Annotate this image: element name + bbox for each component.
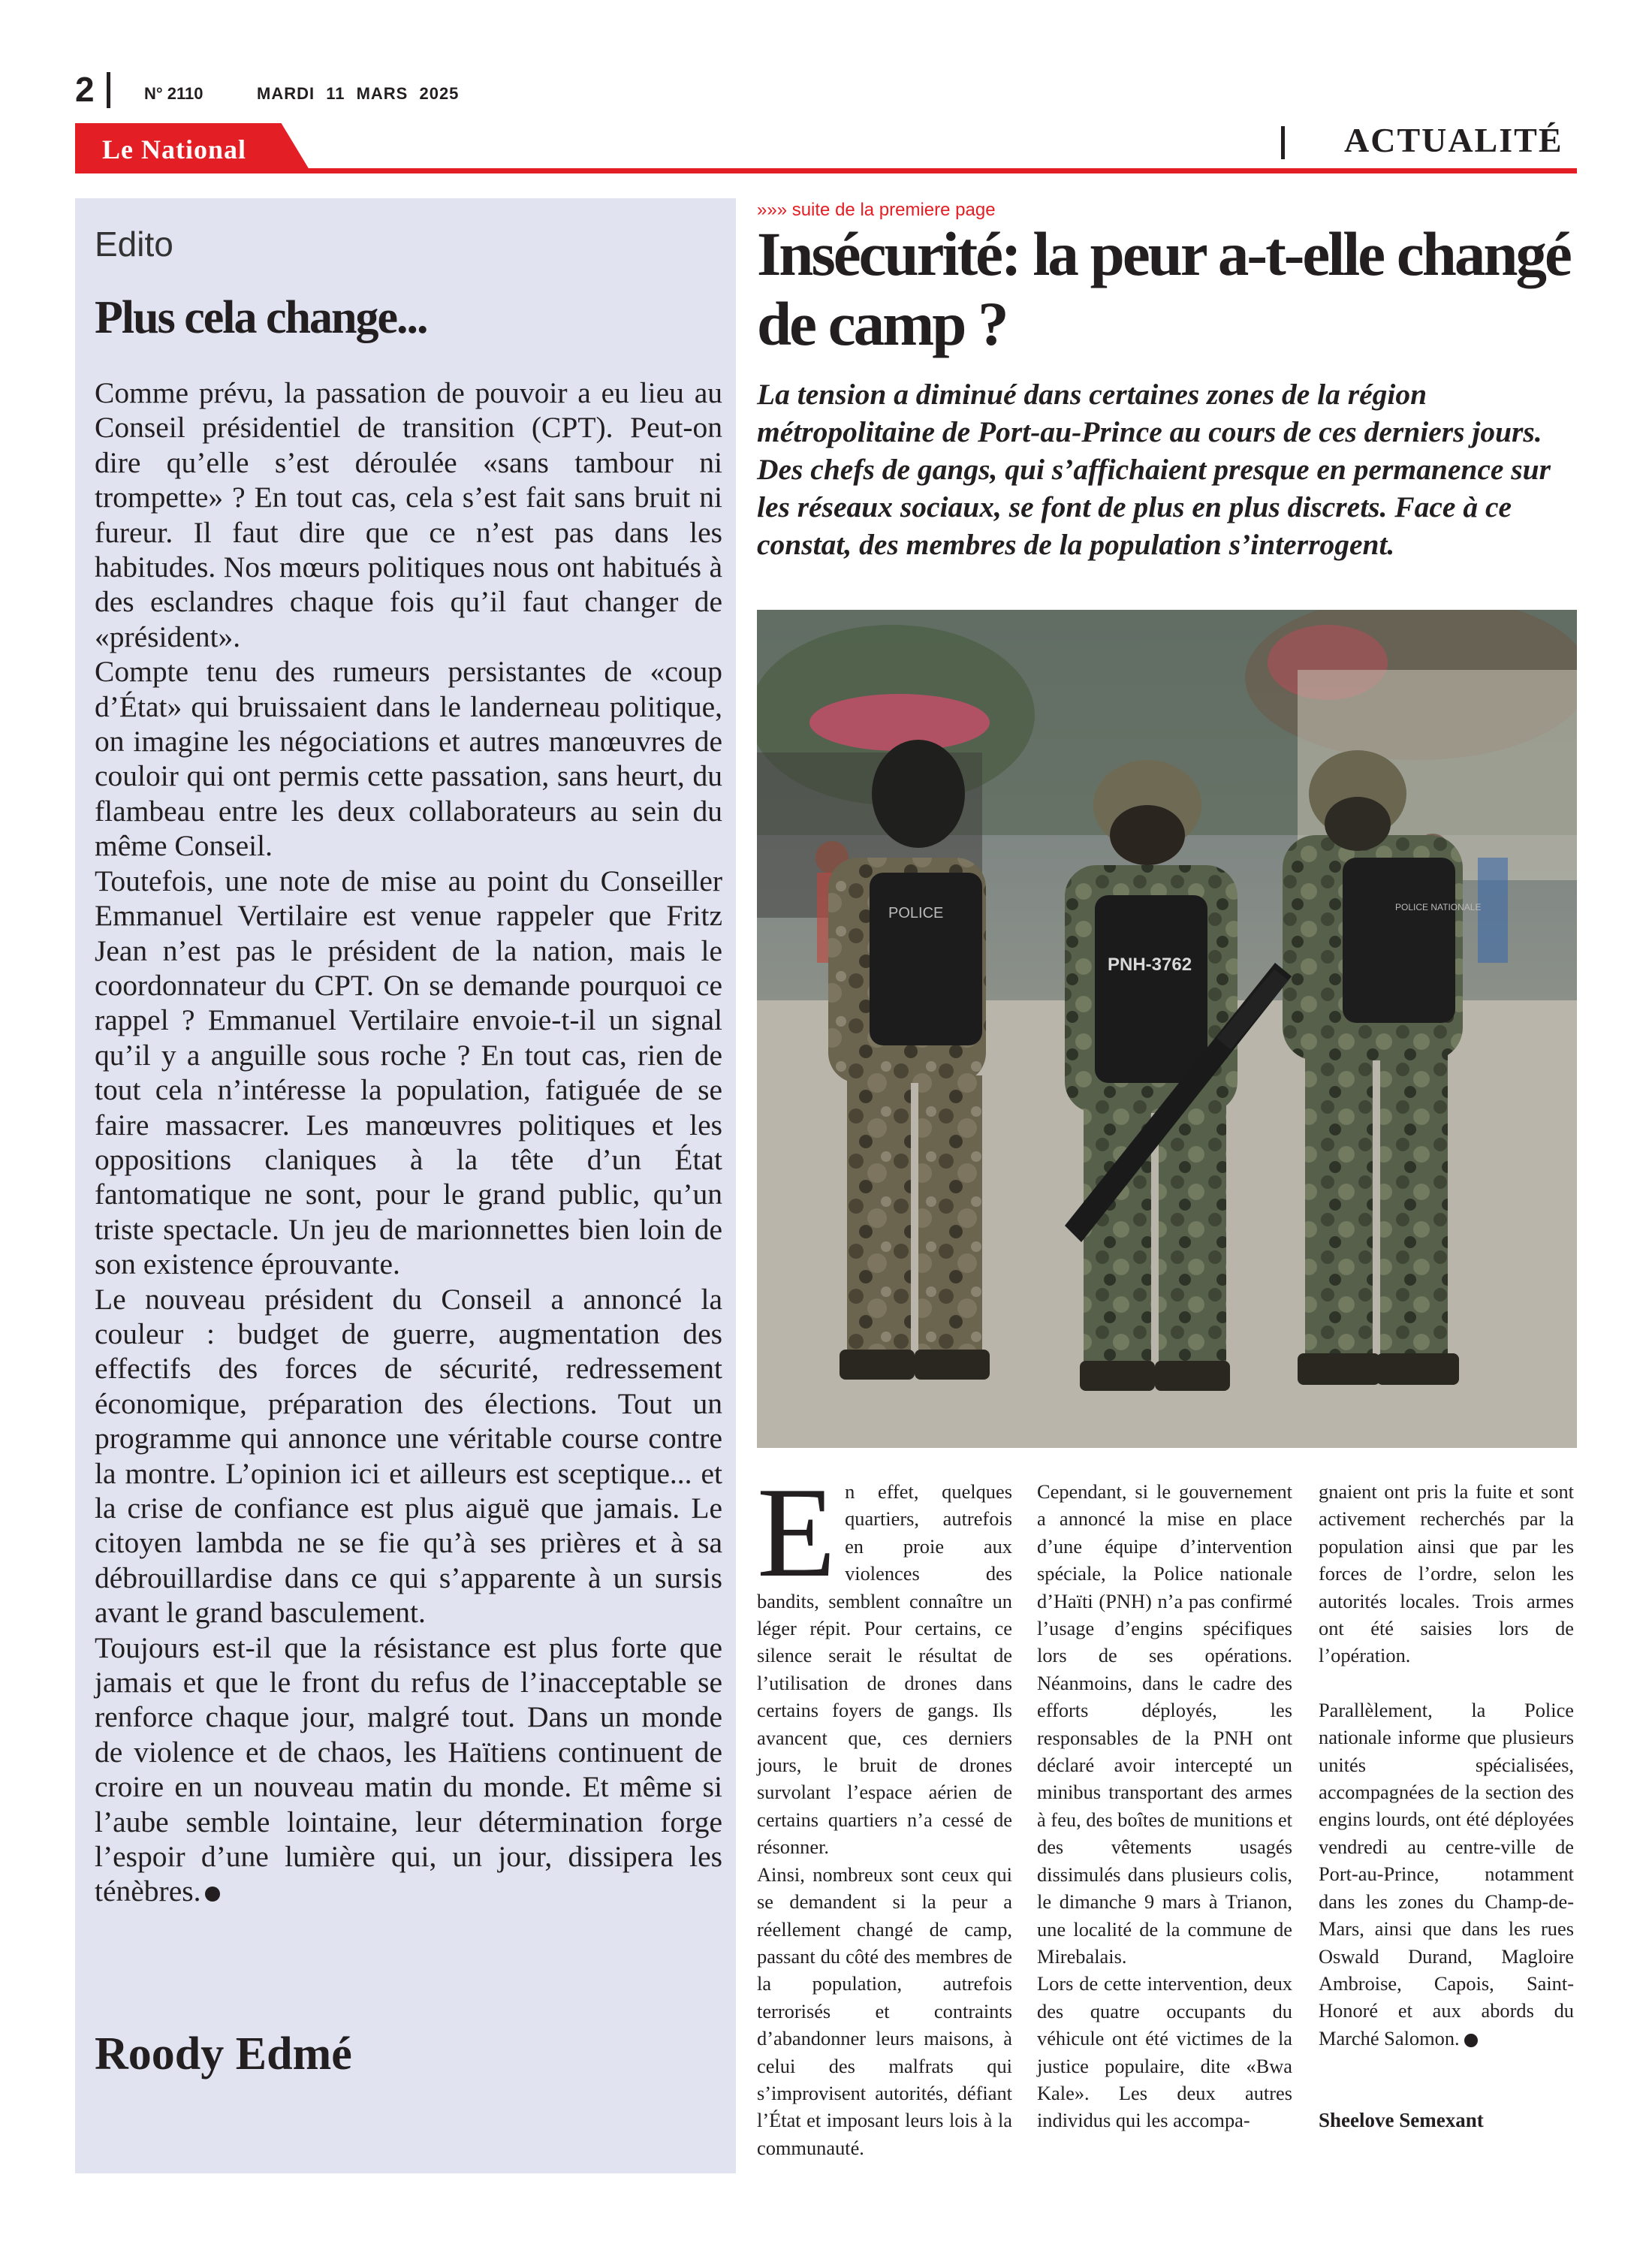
page-number: 2 [75, 70, 95, 109]
end-mark-icon [1464, 2034, 1478, 2047]
article-paragraph: gnaient ont pris la fuite et sont activement recherchés par la population ainsi que par les forces de l’ordre, selon les autorités locales. Trois armes ont été saisies lors de l’opération. [1319, 1480, 1574, 1667]
edito-paragraph-last [95, 1630, 722, 1909]
edito-kicker: Edito [95, 225, 173, 264]
article-paragraph-last [1319, 1697, 1574, 2052]
edito-paragraph: Toutefois, une note de mise au point du Conseiller Emmanuel Vertilaire est venue rappeler que Fritz Jean n’est pas le président de la nation, mais le coordonnateur du CPT. On se demande pourquoi ce rappel ? Emmanuel Vertilaire envoie-t-il un signal qu’il y a anguille sous roche ? En tout cas, rien de tout cela n’intéresse la population, fatiguée de se faire massacrer. Les manœuvres politiques et les oppositions claniques à la tête d’un État fantomatique ne sont, pour le grand public, qu’un triste spectacle. Un jeu de marionnettes bien loin de son existence éprouvante. [95, 864, 722, 1281]
article-photo [757, 610, 1577, 1448]
article-paragraph: Lors de cette intervention, deux des quatre occupants du véhicule ont été victimes de la justice populaire, dite «Bwa Kale». Les deux autres individus qui les accompa- [1037, 1972, 1292, 2132]
vest-label-police: POLICE [888, 905, 944, 921]
article-paragraph: n effet, quelques quartiers, autrefois en proie aux violences des bandits, semblent connaître un léger répit. Pour certains, ce silence serait le résultat de l’utilisation de drones dans certains foyers de gangs. Ils avancent que, ces derniers jours, le bruit de drones survolant l’espace aérien de certains quartiers n’a cessé de résonner. [757, 1480, 1012, 1859]
edito-paragraph-text: Toujours est-il que la résistance est plus forte que jamais et que le front du refus de l’inacceptable se renforce chaque jour, malgré tout. Dans un monde de violence et de chaos, les Haïtiens continuent de croire en un nouveau matin du monde. Et même si l’aube semble lointaine, leur détermination forge l’espoir d’une lumière qui, un jour, dissipera les ténèbres. [95, 1630, 722, 1908]
edito-body [95, 376, 722, 1909]
article-paragraph: Cependant, si le gouvernement a annoncé la mise en place d’une équipe d’intervention spéciale, la Police nationale d’Haïti (PNH) n’a pas confirmé l’usage d’engins spécifiques lors de ses opérations. Néanmoins, dans le cadre des efforts déployés, les responsables de la PNH ont déclaré avoir intercepté un minibus transportant des armes à feu, des boîtes de munitions et des vêtements usagés dissimulés dans plusieurs colis, le dimanche 9 mars à Trianon, une localité de la commune de Mirebalais. [1037, 1480, 1292, 1968]
edito-paragraph: Comme prévu, la passation de pouvoir a eu lieu au Conseil présidentiel de transition (CPT). Peut-on dire qu’elle s’est déroulée «sans tambour ni trompette» ? En tout cas, cela s’est fait sans bruit ni fureur. Il faut dire que ce n’est pas dans les habitudes. Nos mœurs politiques nous ont habitués à des esclandres chaque fois qu’il faut changer de «président». [95, 376, 722, 653]
section-divider [1281, 126, 1285, 159]
edito-paragraph: Compte tenu des rumeurs persistantes de «coup d’État» qui bruissaient dans le landerneau politique, on imagine les négociations et autres manœuvres de couloir qui ont permis cette passation, sans heurt, du flambeau entre les deux collaborateurs au sein du même Conseil. [95, 655, 722, 863]
drop-cap: E [757, 1461, 837, 1604]
edito-title: Plus cela change... [95, 292, 427, 343]
article-lead: La tension a diminué dans certaines zones de la région métropolitaine de Port-au-Prince au cours de ces derniers jours. Des chefs de gangs, qui s’affichaient presque en permanence sur les réseaux sociaux, se font de plus en plus discrets. Face à ce constat, des membres de la population s’interrogent. [757, 378, 1551, 561]
issue-date: MARDI 11 MARS 2025 [257, 84, 460, 103]
header-rule [75, 168, 1577, 173]
vest-label-pnh: PNH-3762 [1108, 955, 1192, 975]
edito-signature: Roody Edmé [95, 2028, 352, 2080]
article-column-2 [1037, 1478, 1292, 2134]
article-paragraph-text: Parallèlement, la Police nationale informe que plusieurs unités spécialisées, accompagnées de la section des engins lourds, ont été déployées vendredi au centre-ville de Port-au-Prince, notamment dans les zones du Champ-de-Mars, ainsi que dans les rues Oswald Durand, Magloire Ambroise, Capois, Saint-Honoré et aux abords du Marché Salomon. [1319, 1698, 1574, 2049]
brand-name: Le National [102, 134, 247, 164]
edito-paragraph: Le nouveau président du Conseil a annoncé la couleur : budget de guerre, augmentation des effectifs des forces de sécurité, redressement économique, préparation des élections. Tout un programme qui annonce une véritable course contre la montre. L’opinion ici et ailleurs est sceptique... et la crise de confiance est plus aiguë que jamais. Le citoyen lambda ne se fie qu’à ses prières et à sa débrouillardise dans ce qui s’apparente à un sursis avant le grand basculement. [95, 1282, 722, 1630]
continuation-kicker: »»» suite de la premiere page [757, 200, 996, 220]
article-paragraph: Ainsi, nombreux sont ceux qui se demandent si la peur a réellement changé de camp, passant du côté des membres de la population, autrefois terrorisés et contraints d’abandonner leurs maisons, à celui des malfrats qui s’improvisent autorités, défiant l’État et imposant leurs lois à la communauté. [757, 1862, 1012, 2159]
end-mark-icon [205, 1887, 220, 1902]
vest-label-police-nationale: POLICE NATIONALE [1395, 902, 1482, 912]
article-column-3 [1319, 1478, 1574, 2052]
article-column-1 [757, 1461, 1012, 2161]
article-headline: Insécurité: la peur a-t-elle changé de camp ? [757, 219, 1570, 358]
issue-number: N° 2110 [144, 84, 203, 103]
section-name: ACTUALITÉ [1344, 121, 1563, 159]
article-byline: Sheelove Semexant [1319, 2109, 1484, 2131]
page-number-divider [107, 72, 110, 108]
